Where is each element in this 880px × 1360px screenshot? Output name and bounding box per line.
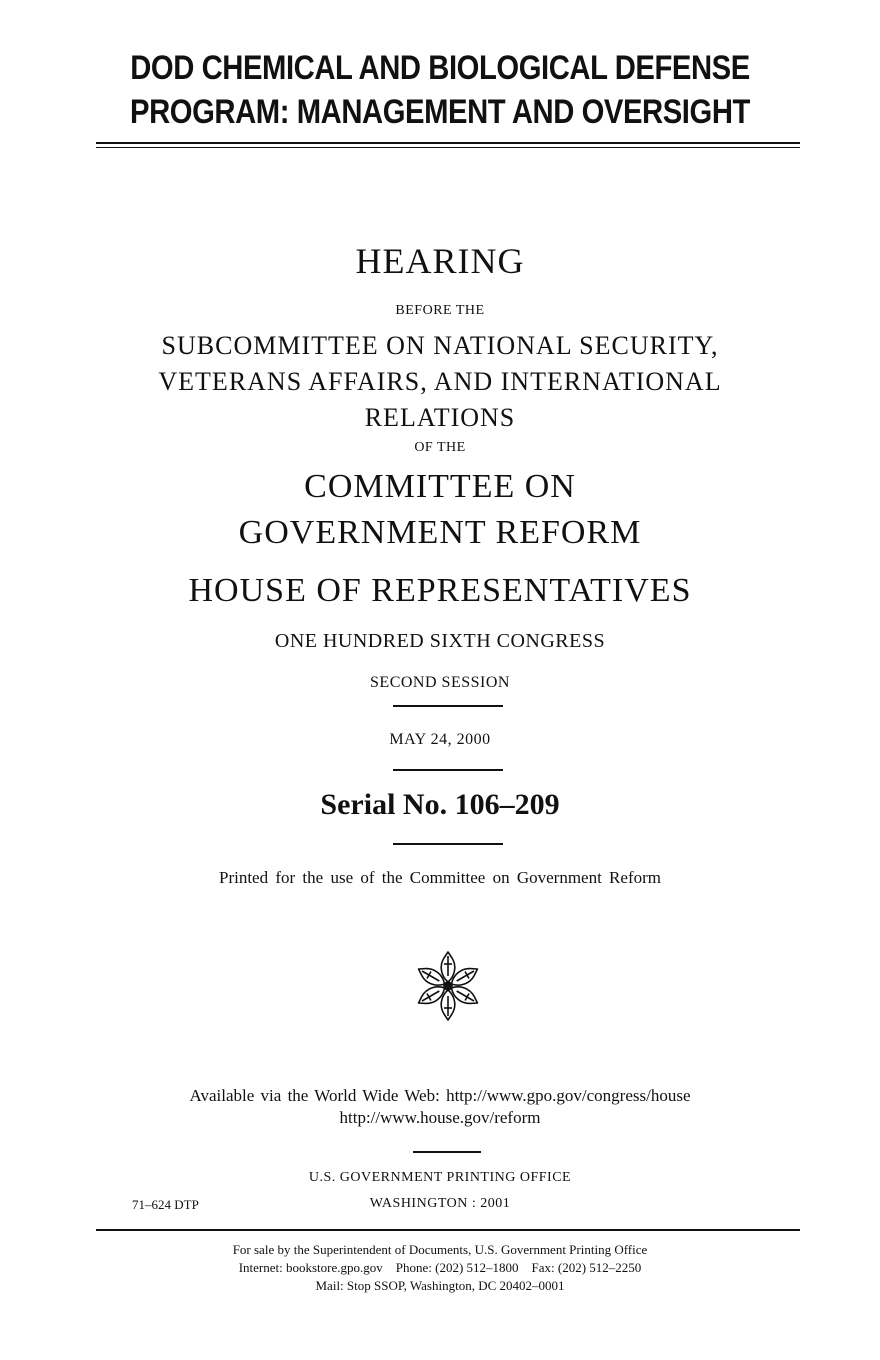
serial-number: Serial No. 106–209 — [320, 788, 560, 821]
committee-line-2: GOVERNMENT REFORM — [238, 514, 642, 551]
imprint-location: WASHINGTON : 2001 — [369, 1196, 511, 1211]
session-label: SECOND SESSION — [370, 674, 510, 691]
hearing-date: MAY 24, 2000 — [389, 731, 491, 748]
session-rule — [393, 705, 503, 707]
of-the-label: OF THE — [414, 440, 466, 455]
before-the-label: BEFORE THE — [395, 303, 485, 318]
hearing-heading: HEARING — [355, 241, 525, 281]
house-of-representatives: HOUSE OF REPRESENTATIVES — [188, 572, 692, 609]
job-number: 71–624 DTP — [132, 1197, 199, 1212]
gpo-emblem-icon — [410, 948, 486, 1024]
subcommittee-line-2: VETERANS AFFAIRS, AND INTERNATIONAL — [158, 367, 722, 396]
serial-rule — [393, 843, 503, 845]
availability-rule — [413, 1151, 481, 1153]
printed-for-line: Printed for the use of the Committee on Government Reform — [219, 868, 661, 887]
availability-line-2: http://www.house.gov/reform — [339, 1108, 541, 1127]
sale-notice-line-2: Internet: bookstore.gpo.gov Phone: (202) 512–1800 Fax: (202) 512–2250 — [238, 1260, 642, 1275]
sale-notice-line-1: For sale by the Superintendent of Documents, U.S. Government Printing Office — [232, 1242, 648, 1257]
title-rule-top — [96, 142, 800, 144]
date-rule — [393, 769, 503, 771]
title-rule-bottom — [96, 147, 800, 148]
committee-line-1: COMMITTEE ON — [304, 468, 576, 505]
printing-office-label: U.S. GOVERNMENT PRINTING OFFICE — [308, 1170, 572, 1185]
subcommittee-line-3: RELATIONS — [364, 403, 516, 432]
availability-line-1: Available via the World Wide Web: http://www.gpo.gov/congress/house — [189, 1086, 691, 1105]
sale-notice-line-3: Mail: Stop SSOP, Washington, DC 20402–0001 — [315, 1278, 565, 1293]
subcommittee-line-1: SUBCOMMITTEE ON NATIONAL SECURITY, — [161, 331, 719, 360]
imprint-rule — [96, 1229, 800, 1231]
document-title-line-1: DOD CHEMICAL AND BIOLOGICAL DEFENSE — [130, 49, 750, 87]
congress-label: ONE HUNDRED SIXTH CONGRESS — [274, 630, 606, 652]
document-title-line-2: PROGRAM: MANAGEMENT AND OVERSIGHT — [130, 93, 750, 131]
